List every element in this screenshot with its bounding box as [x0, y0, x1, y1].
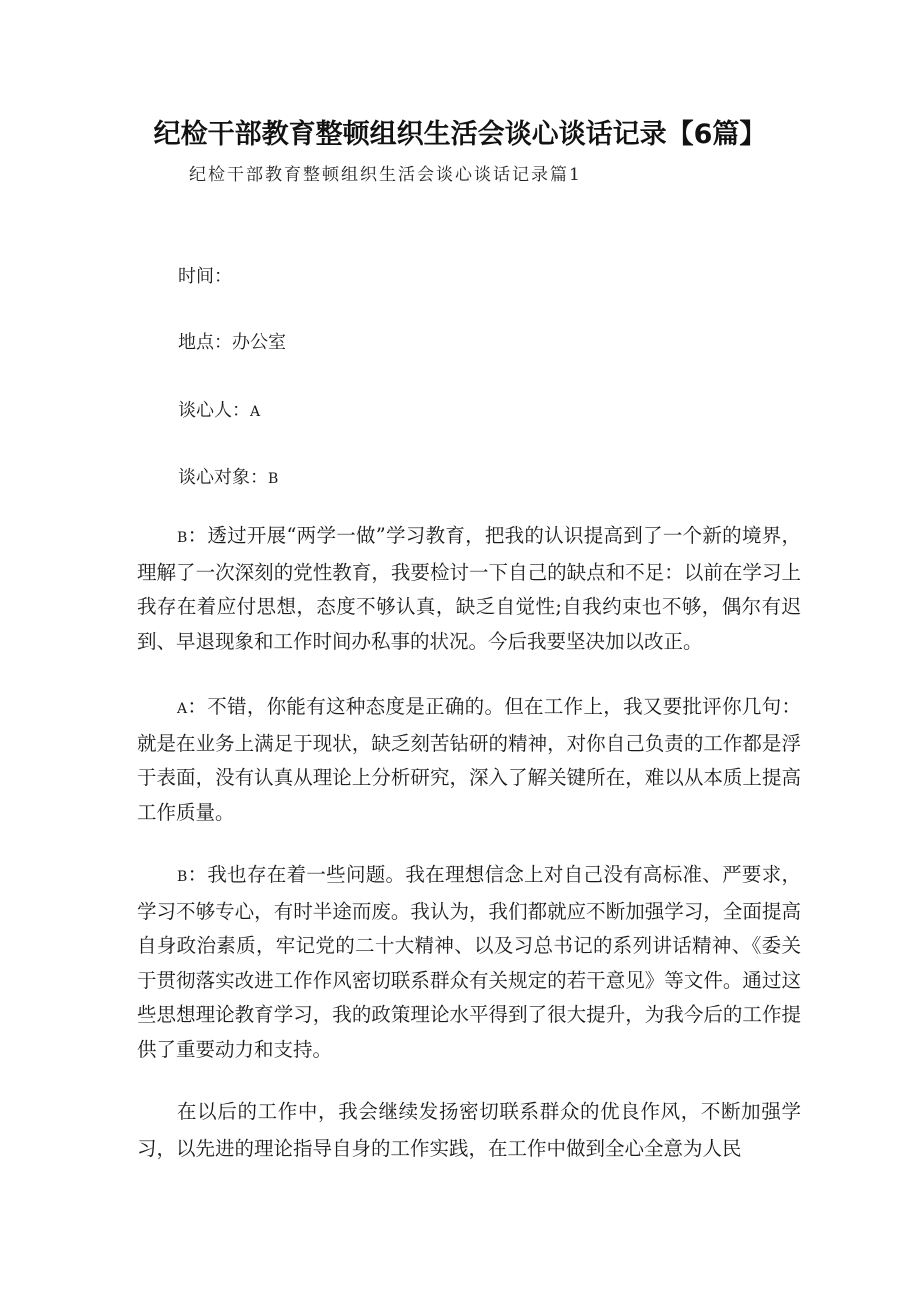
meta-place-label: 地点： [178, 332, 232, 353]
meta-time-label: 时间： [178, 266, 232, 287]
meta-talker [178, 396, 260, 422]
paragraph-speaker: A [177, 701, 188, 717]
meta-target [178, 463, 278, 489]
meta-target-value: B [268, 471, 279, 487]
meta-talker-value: A [250, 404, 261, 420]
paragraph-speaker: B [177, 530, 188, 546]
document-title: 纪检干部教育整顿组织生活会谈心谈话记录【6篇】 [153, 119, 767, 150]
paragraph-speaker: B [177, 869, 188, 885]
meta-time [178, 262, 232, 288]
meta-target-label: 谈心对象： [178, 467, 268, 488]
paragraph-text: ：不错，你能有这种态度是正确的。但在工作上，我又要批评你几句：就是在业务上满足于现状，缺乏刻苦钻研的精神，对你自己负责的工作都是浮于表面，没有认真从理论上分析研究，深入了解关键所在，难以从本质上提高工作质量。 [137, 695, 801, 824]
meta-talker-label: 谈心人： [178, 400, 250, 421]
paragraph-2 [137, 690, 801, 830]
paragraph-1 [137, 519, 801, 659]
document-subtitle: 纪检干部教育整顿组织生活会谈心谈话记录篇1 [189, 165, 582, 185]
paragraph-text: 在以后的工作中，我会继续发扬密切联系群众的优良作风，不断加强学习，以先进的理论指导自身的工作实践，在工作中做到全心全意为人民 [137, 1100, 801, 1160]
meta-place-value: 办公室 [232, 332, 286, 353]
paragraph-text: ：透过开展“两学一做”学习教育，把我的认识提高到了一个新的境界，理解了一次深刻的党性教育，我要检讨一下自己的缺点和不足：以前在学习上我存在着应付思想，态度不够认真，缺乏自觉性;自我约束也不够，偶尔有迟到、早退现象和工作时间办私事的状况。今后我要坚决加以改正。 [137, 524, 801, 653]
paragraph-3 [137, 858, 801, 1067]
meta-place [178, 328, 286, 354]
paragraph-4 [137, 1095, 801, 1166]
paragraph-text: ：我也存在着一些问题。我在理想信念上对自己没有高标准、严要求，学习不够专心，有时半途而废。我认为，我们都就应不断加强学习，全面提高自身政治素质，牢记党的二十大精神、以及习总书记的系列讲话精神、《委关于贯彻落实改进工作作风密切联系群众有关规定的若干意见》等文件。通过这些思想理论教育学习，我的政策理论水平得到了很大提升，为我今后的工作提供了重要动力和支持。 [137, 863, 801, 1061]
